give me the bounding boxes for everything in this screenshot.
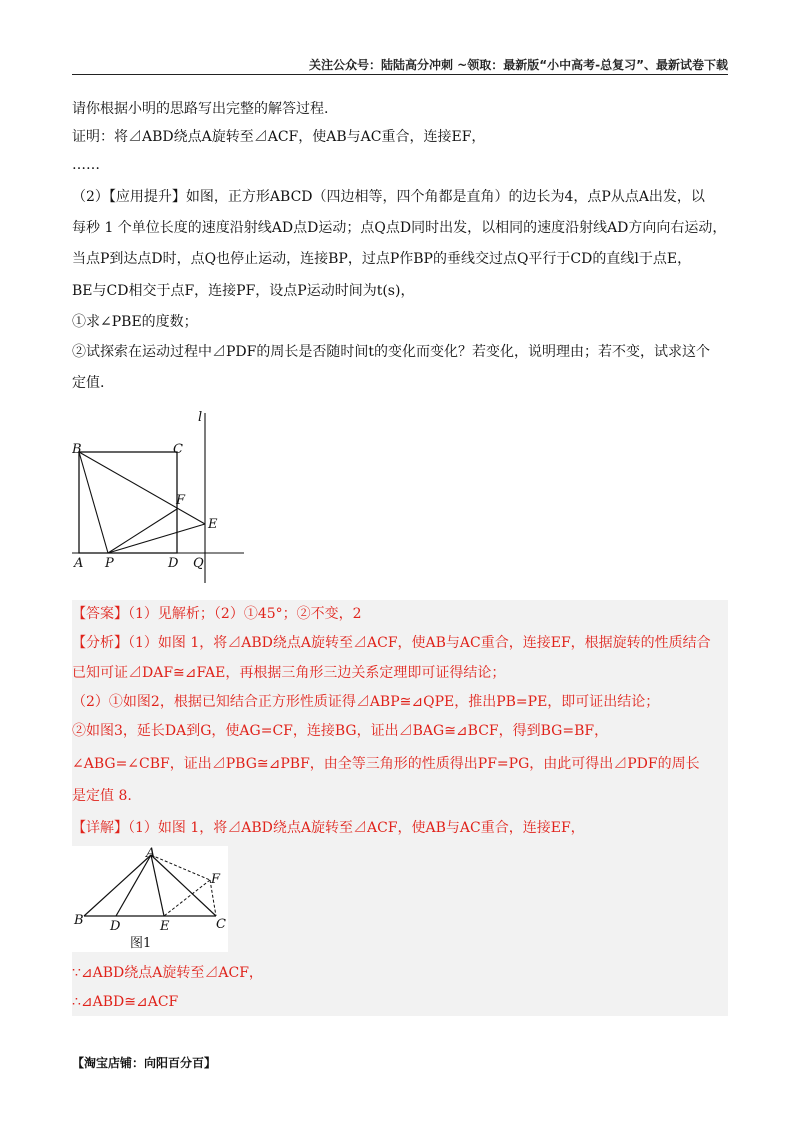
analysis-line-1: 【分析】（1）如图 1，将⊿ABD绕点A旋转至⊿ACF，使AB与AC重合，连接EF，根据旋转的性质结合 [72, 635, 711, 651]
analysis-line-3: （2）①如图2，根据已知结合正方形性质证得⊿ABP≅⊿QPE，推出PB=PE，即可证出结论； [72, 694, 660, 710]
analysis-line-6: 是定值 8. [72, 788, 132, 804]
figure-caption: 图1 [130, 936, 152, 951]
label-p: P [105, 556, 114, 571]
label-a: A [74, 556, 84, 571]
segment-bp [79, 452, 108, 553]
label-e: E [160, 919, 170, 934]
label-q: Q [193, 556, 204, 571]
detail-line-1: 【详解】（1）如图 1，将⊿ABD绕点A旋转至⊿ACF，使AB与AC重合，连接EF， [72, 820, 585, 836]
label-a: A [146, 846, 156, 861]
figure-square-abcd [72, 405, 252, 590]
segment-be [79, 452, 205, 524]
problem2-line-1: （2）【应用提升】如图，正方形ABCD（四边相等，四个角都是直角）的边长为4，点P从点A出发，以 [72, 189, 705, 205]
figure-triangle-abc [72, 846, 228, 952]
label-c: C [216, 917, 226, 932]
problem2-question-2-cont: 定值. [72, 375, 105, 391]
problem2-line-3: 当点P到达点D时，点Q也停止运动，连接BP，过点P作BP的垂线交过点Q平行于CD的直线l于点E， [72, 251, 692, 267]
detail-line-3: ∴⊿ABD≅⊿ACF [72, 994, 179, 1010]
label-e: E [208, 517, 218, 532]
label-c: C [173, 442, 183, 457]
label-f: F [176, 493, 186, 508]
header-rule [72, 74, 728, 75]
problem2-question-1: ①求∠PBE的度数； [72, 314, 198, 330]
segment-pe [108, 524, 205, 553]
detail-line-2: ∵⊿ABD绕点A旋转至⊿ACF， [72, 965, 263, 981]
intro-line-1: 请你根据小明的思路写出完整的解答过程. [72, 101, 329, 117]
problem2-line-2: 每秒 1 个单位长度的速度沿射线AD点D运动；点Q点D同时出发，以相同的速度沿射线AD方向向右运动， [72, 220, 727, 236]
analysis-line-2: 已知可证⊿DAF≅⊿FAE，再根据三角形三边关系定理即可证得结论； [72, 665, 506, 681]
problem2-question-2: ②试探索在运动过程中⊿PDF的周长是否随时间t的变化而变化？若变化，说明理由；若不变，试求这个 [72, 344, 710, 360]
label-f: F [211, 872, 221, 887]
label-b: B [74, 913, 84, 928]
label-l: l [198, 410, 203, 425]
label-b: B [72, 442, 82, 457]
answer-line: 【答案】（1）见解析；（2）①45°；②不变，2 [72, 606, 362, 622]
segment-pf [108, 509, 177, 553]
page-header: 关注公众号：陆陆高分冲刺 ~领取：最新版“小中高考-总复习”、最新试卷下载 [309, 58, 728, 72]
label-d: D [168, 556, 179, 571]
analysis-line-5: ∠ABG=∠CBF，证出⊿PBG≅⊿PBF，由全等三角形的性质得出PF=PG，由此可得出⊿PDF的周长 [72, 756, 700, 772]
intro-line-2: 证明：将⊿ABD绕点A旋转至⊿ACF，使AB与AC重合，连接EF， [72, 129, 486, 145]
intro-line-3: …… [72, 157, 100, 173]
solution-panel [72, 600, 728, 1016]
label-d: D [110, 919, 121, 934]
page-footer: 【淘宝店铺：向阳百分百】 [72, 1056, 217, 1070]
analysis-line-4: ②如图3，延长DA到G，使AG=CF，连接BG，证出⊿BAG≅⊿BCF，得到BG=BF， [72, 723, 609, 739]
problem2-line-4: BE与CD相交于点F，连接PF，设点P运动时间为t(s)， [72, 283, 415, 299]
